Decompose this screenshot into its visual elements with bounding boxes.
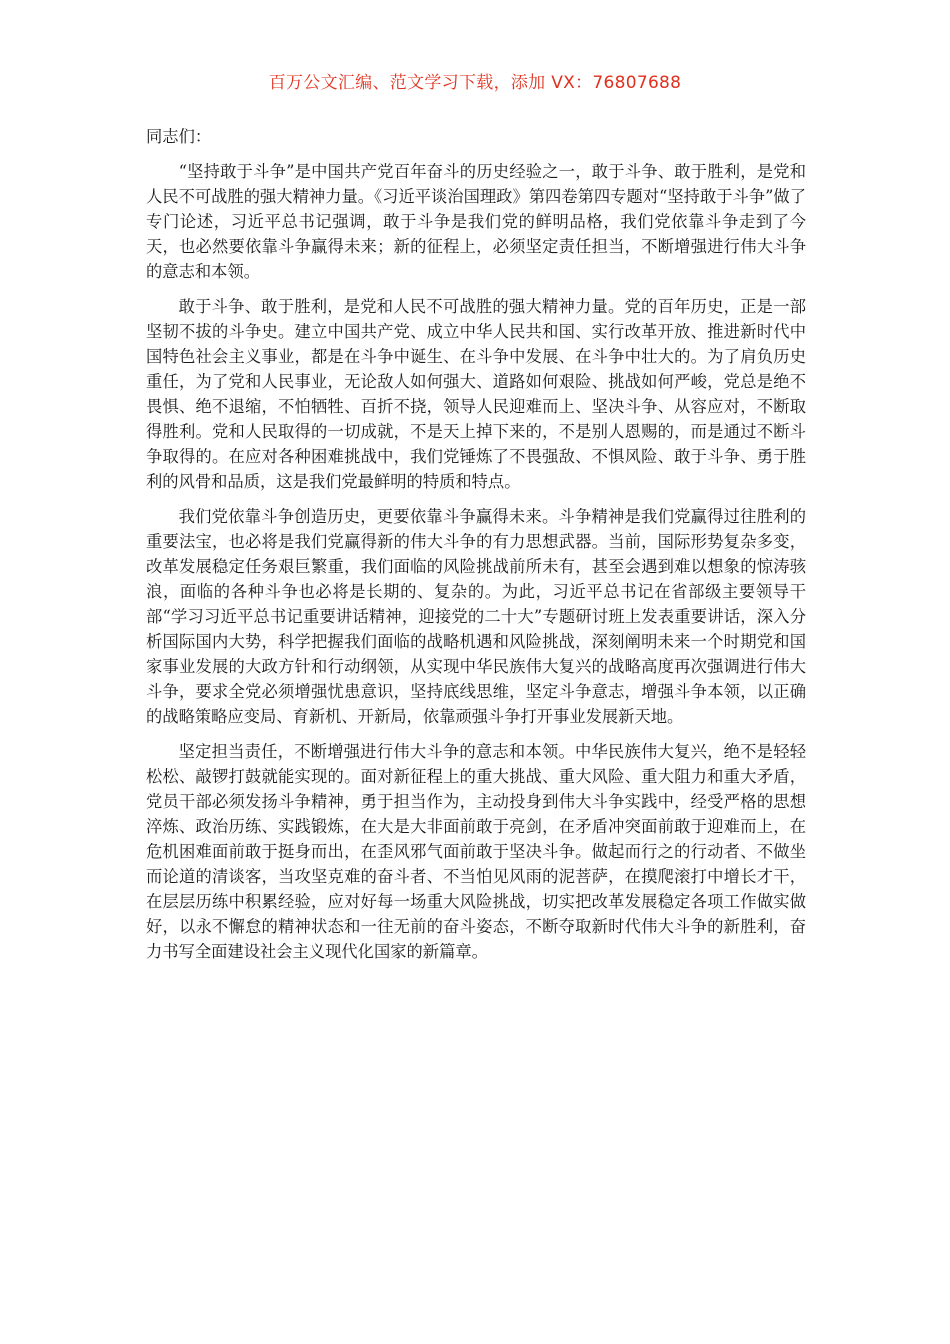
watermark-header: 百万公文汇编、范文学习下载，添加 VX：76807688 [268,73,682,93]
paragraph-3: 我们党依靠斗争创造历史，更要依靠斗争赢得未来。斗争精神是我们党赢得过往胜利的重要法宝，也必将是我们党赢得新的伟大斗争的有力思想武器。当前，国际形势复杂多变，改革发展稳定任务艰巨繁重，我们面临的风险挑战前所未有，甚至会遇到难以想象的惊涛骇浪，面临的各种斗争也必将是长期的、复杂的。为此，习近平总书记在省部级主要领导干部“学习习近平总书记重要讲话精神，迎接党的二十大”专题研讨班上发表重要讲话，深入分析国际国内大势，科学把握我们面临的战略机遇和风险挑战，深刻阐明未来一个时期党和国家事业发展的大政方针和行动纲领，从实现中华民族伟大复兴的战略高度再次强调进行伟大斗争，要求全党必须增强忧患意识，坚持底线思维，坚定斗争意志，增强斗争本领，以正确的战略策略应变局、育新机、开新局，依靠顽强斗争打开事业发展新天地。 [146,507,806,726]
document-body [146,124,806,974]
paragraph-1: “坚持敢于斗争”是中国共产党百年奋斗的历史经验之一，敢于斗争、敢于胜利，是党和人民不可战胜的强大精神力量。《习近平谈治国理政》第四卷第四专题对“坚持敢于斗争”做了专门论述，习近平总书记强调，敢于斗争是我们党的鲜明品格，我们党依靠斗争走到了今天，也必然要依靠斗争赢得未来；新的征程上，必须坚定责任担当，不断增强进行伟大斗争的意志和本领。 [146,162,806,281]
salutation: 同志们： [146,127,212,146]
paragraph-2: 敢于斗争、敢于胜利，是党和人民不可战胜的强大精神力量。党的百年历史，正是一部坚韧不拔的斗争史。建立中国共产党、成立中华人民共和国、实行改革开放、推进新时代中国特色社会主义事业，都是在斗争中诞生、在斗争中发展、在斗争中壮大的。为了肩负历史重任，为了党和人民事业，无论敌人如何强大、道路如何艰险、挑战如何严峻，党总是绝不畏惧、绝不退缩，不怕牺牲、百折不挠，领导人民迎难而上、坚决斗争、从容应对，不断取得胜利。党和人民取得的一切成就，不是天上掉下来的，不是别人恩赐的，而是通过不断斗争取得的。在应对各种困难挑战中，我们党锤炼了不畏强敌、不惧风险、敢于斗争、勇于胜利的风骨和品质，这是我们党最鲜明的特质和特点。 [146,297,806,491]
paragraph-4: 坚定担当责任，不断增强进行伟大斗争的意志和本领。中华民族伟大复兴，绝不是轻轻松松、敲锣打鼓就能实现的。面对新征程上的重大挑战、重大风险、重大阻力和重大矛盾，党员干部必须发扬斗争精神，勇于担当作为，主动投身到伟大斗争实践中，经受严格的思想淬炼、政治历练、实践锻炼，在大是大非面前敢于亮剑，在矛盾冲突面前敢于迎难而上，在危机困难面前敢于挺身而出，在歪风邪气面前敢于坚决斗争。做起而行之的行动者、不做坐而论道的清谈客，当攻坚克难的奋斗者、不当怕见风雨的泥菩萨，在摸爬滚打中增长才干，在层层历练中积累经验，应对好每一场重大风险挑战，切实把改革发展稳定各项工作做实做好，以永不懈怠的精神状态和一往无前的奋斗姿态，不断夺取新时代伟大斗争的新胜利，奋力书写全面建设社会主义现代化国家的新篇章。 [146,742,806,961]
